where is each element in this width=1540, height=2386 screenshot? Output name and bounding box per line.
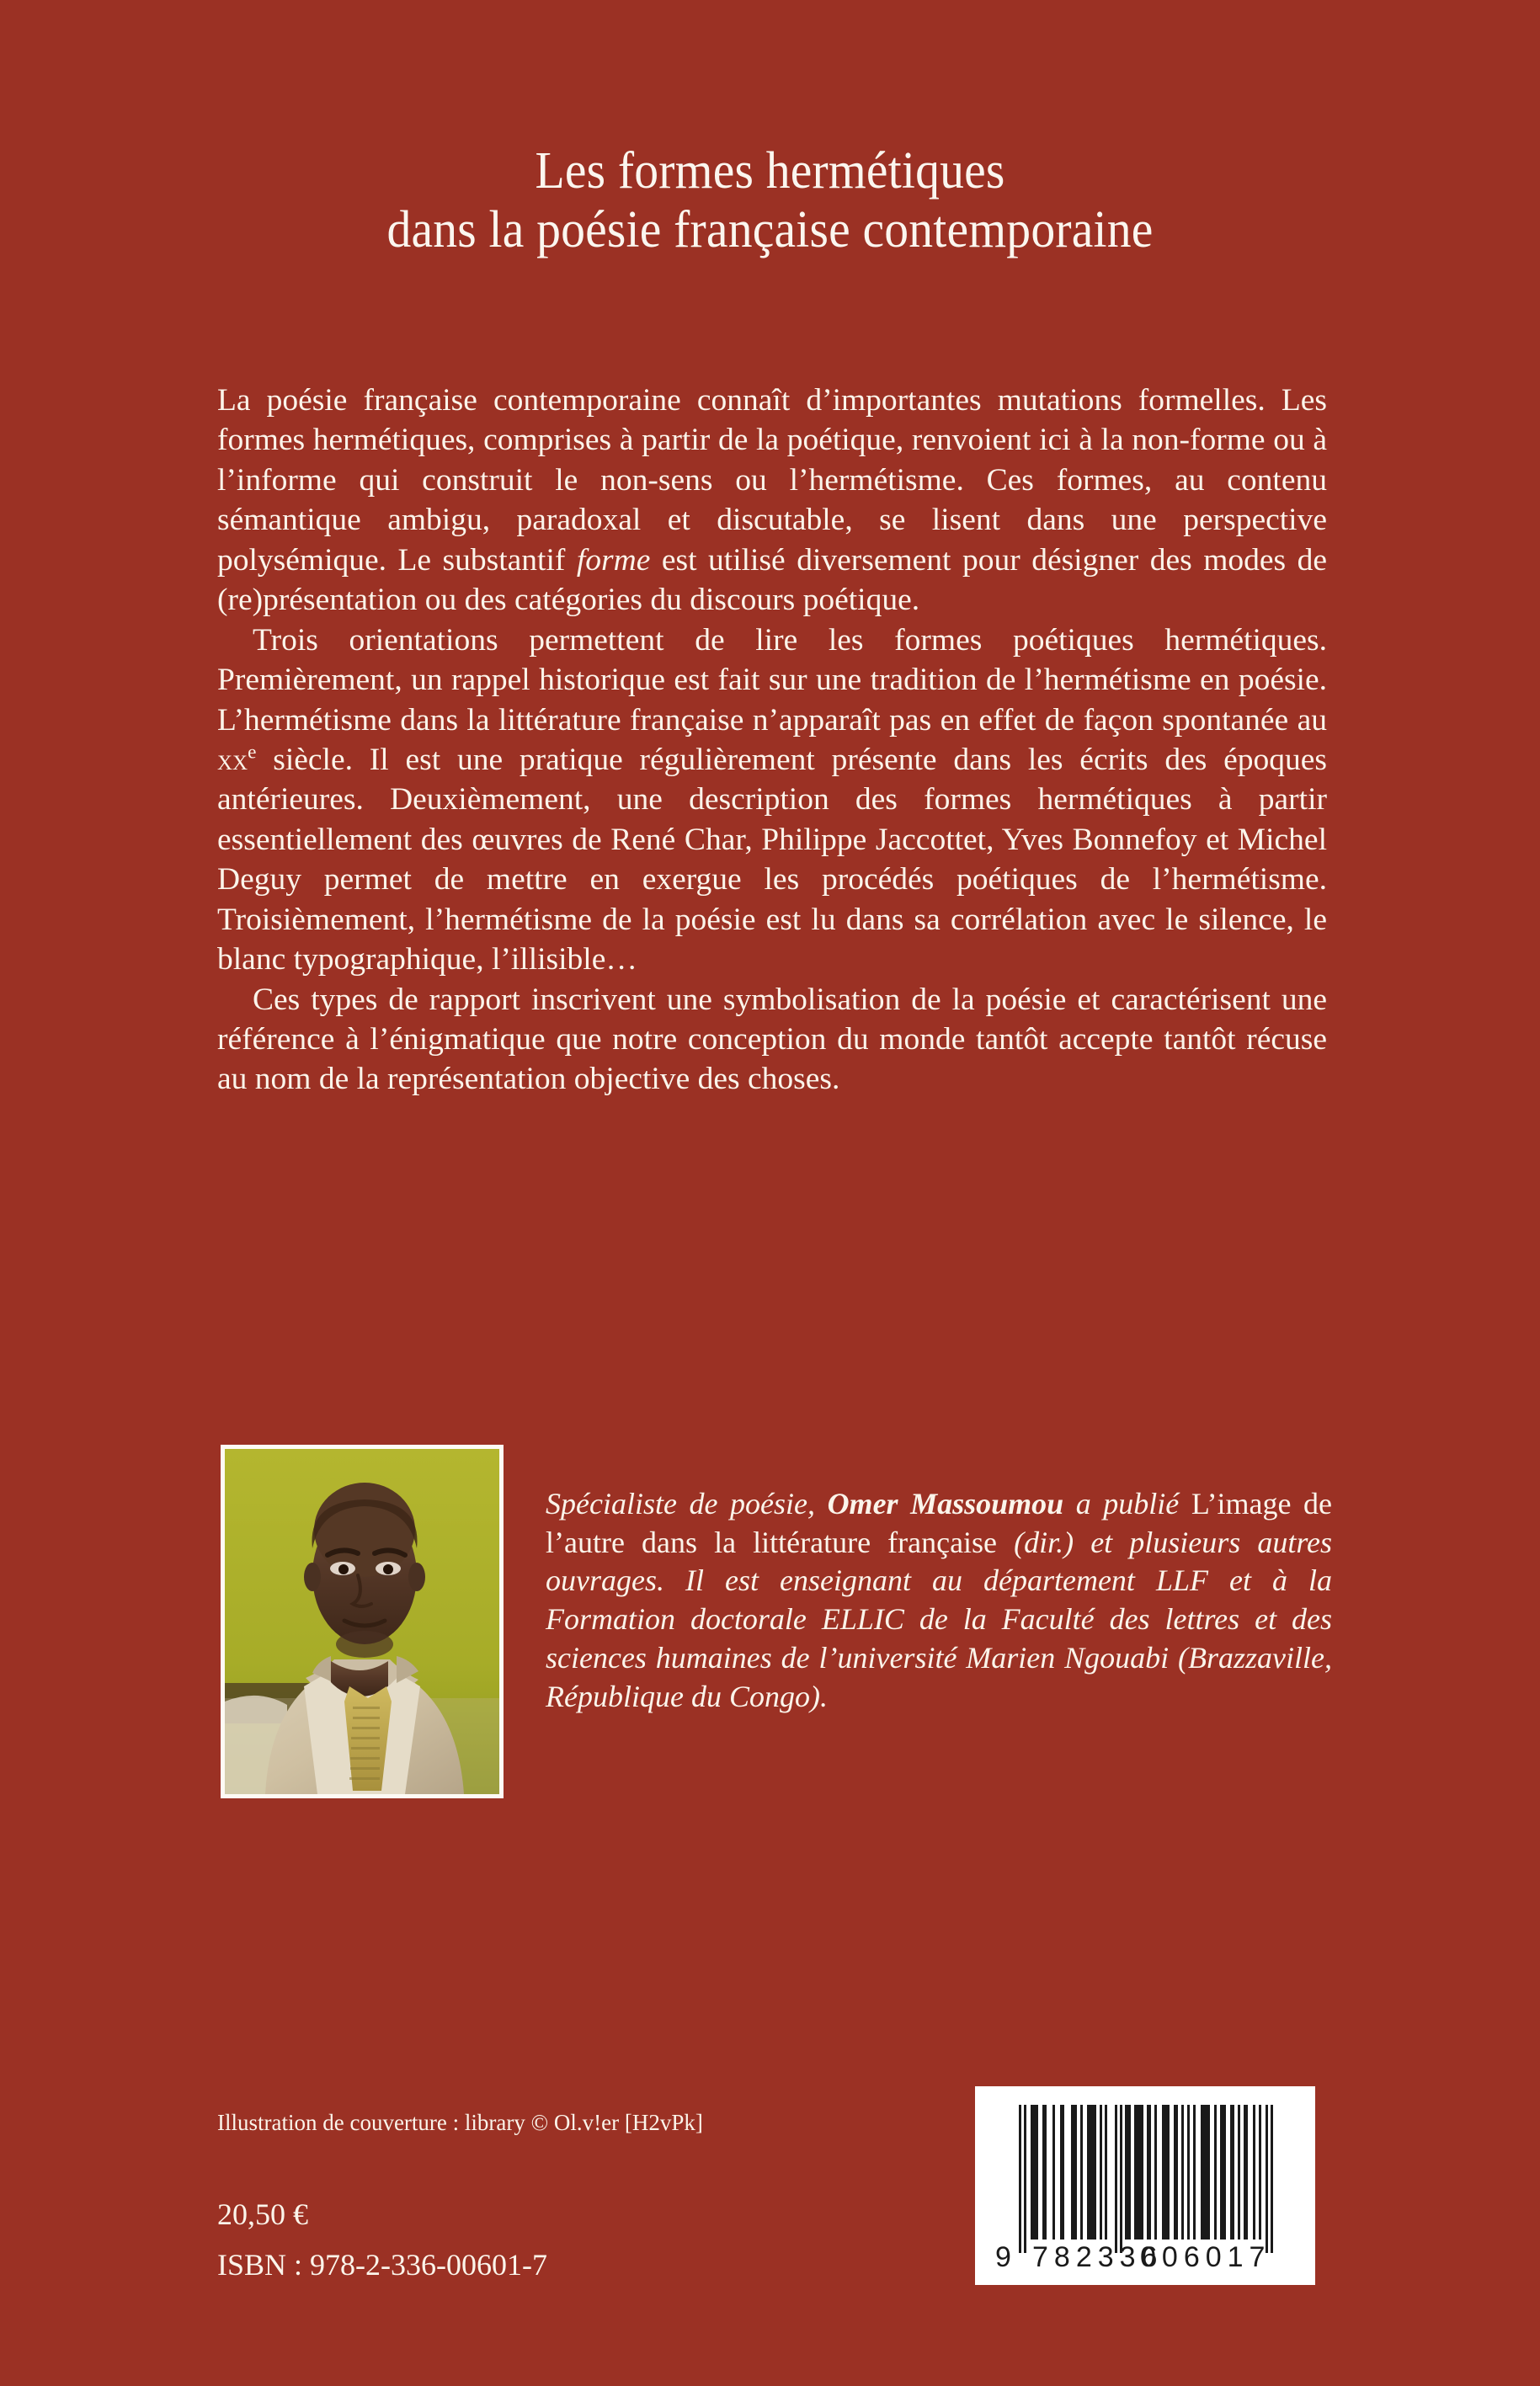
title-line-1: Les formes hermétiques [535,142,1005,200]
isbn-label: ISBN : 978-2-336-00601-7 [217,2248,547,2282]
blurb-text [217,381,1327,1100]
page-title [0,141,1540,259]
author-published-work-title: L’image de l’autre dans la littérature française [546,1487,1332,1559]
author-bio [546,1485,1332,1716]
blurb-p2-part-b: siècle. Il est une pratique régulièrement présente dans les écrits des époques antérieures. Deuxièmement, une description des formes hermétiques à partir essentiellement des œuvres de René Char, Philippe Jaccottet, Yves Bonnefoy et Michel Deguy permet de mettre en exergue les procédés poétiques de l’hermétisme. Troisièmement, l’hermétisme de la poésie est lu dans sa corrélation avec le silence, le blanc typographique, l’illisible… [217,742,1327,977]
barcode-svg [975,2086,1315,2285]
author-bio-part-b: a publié [1063,1487,1191,1521]
price-label: 20,50 € [217,2197,308,2231]
blurb-p1-italic-term: forme [576,542,651,578]
blurb-p2-century-ordinal: e [248,741,257,764]
barcode-digits-left: 782336 [1032,2241,1164,2273]
portrait-illustration-icon [225,1449,499,1794]
blurb-paragraph-3: Ces types de rapport inscrivent une symbolisation de la poésie et caractérisent une référence à l’énigmatique que notre conception du monde tantôt accepte tantôt récuse au nom de la représentation objective des choses. [217,982,1327,1097]
blurb-p1-part-a: La poésie française contemporaine connaît d’importantes mutations formelles. Les formes hermétiques, comprises à partir de la poétique, renvoient ici à la non-forme ou à l’informe qui construit le non-sens ou l’hermétisme. Ces formes, au contenu sémantique ambigu, paradoxal et discutable, se lisent dans une perspective polysémique. Le substantif [217,383,1327,578]
author-name: Omer Massoumou [827,1487,1064,1521]
title-line-2: dans la poésie française contemporaine [386,201,1154,259]
barcode-digits-right: 006017 [1140,2241,1271,2273]
blurb-p2-part-a: Trois orientations permettent de lire les formes poétiques hermétiques. Premièrement, un rappel historique est fait sur une tradition de l’hermétisme en poésie. L’hermétisme dans la littérature française n’apparaît pas en effet de façon spontanée au [217,622,1327,738]
blurb-p1-part-b: est utilisé diversement pour désigner des modes de (re)présentation ou des catégories du discours poétique. [217,542,1328,618]
blurb-p2-century: xx [217,742,248,776]
author-photo [221,1445,504,1798]
author-bio-part-c: (dir.) et plusieurs autres ouvrages. Il est enseignant au département LLF et à la Formation doctorale ELLIC de la Faculté des lettres et des sciences humaines de l’université Marien Ngouabi (Brazzaville, République du Congo). [546,1525,1333,1713]
author-bio-part-a: Spécialiste de poésie, [546,1487,828,1521]
blurb-paragraph-1 [217,381,1327,620]
isbn-barcode [975,2086,1315,2285]
cover-illustration-credit: Illustration de couverture : library © Ol.v!er [H2vPk] [217,2110,703,2135]
barcode-digit-prefix: 9 [995,2241,1011,2273]
blurb-paragraph-2 [217,620,1327,980]
